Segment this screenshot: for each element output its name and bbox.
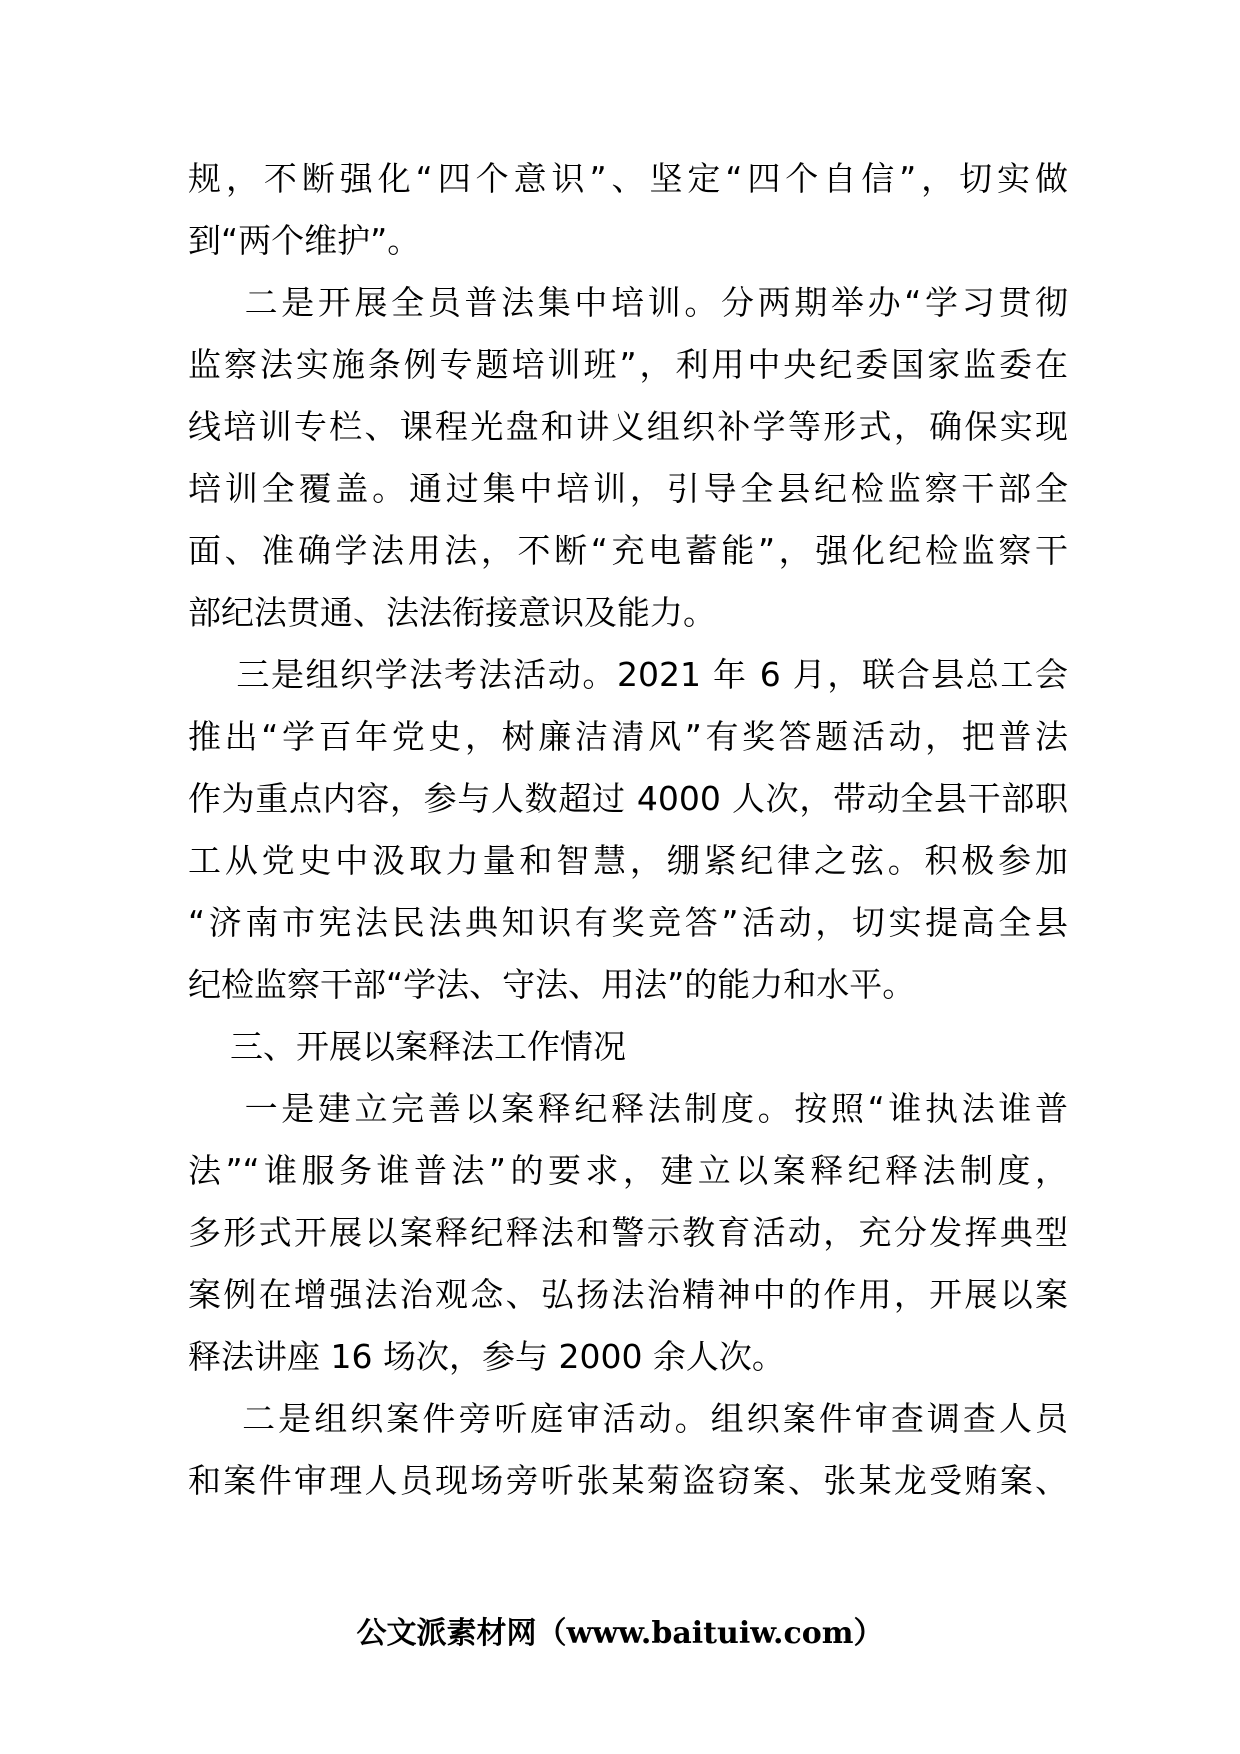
page-footer-source: 公文派素材网（www.baituiw.com） [356,1616,884,1651]
body-line: 三是组织学法考法活动。2021 年 6 月，联合县总工会 [188,655,1068,694]
body-line: 工从党史中汲取力量和智慧，绷紧纪律之弦。积极参加 [188,841,1068,880]
body-line: 一是建立完善以案释纪释法制度。按照“谁执法谁普 [188,1089,1068,1128]
body-line: 面、准确学法用法，不断“充电蓄能”，强化纪检监察干 [188,531,1068,570]
body-line: 案例在增强法治观念、弘扬法治精神中的作用，开展以案 [188,1275,1068,1314]
body-line: 多形式开展以案释纪释法和警示教育活动，充分发挥典型 [188,1213,1068,1252]
body-line: 监察法实施条例专题培训班”，利用中央纪委国家监委在 [188,345,1068,384]
body-line: 规，不断强化“四个意识”、坚定“四个自信”，切实做 [188,159,1068,198]
body-line: 推出“学百年党史，树廉洁清风”有奖答题活动，把普法 [188,717,1068,756]
body-line: 二是开展全员普法集中培训。分两期举办“学习贯彻 [188,283,1068,322]
body-line: 线培训专栏、课程光盘和讲义组织补学等形式，确保实现 [188,407,1068,446]
body-line: “济南市宪法民法典知识有奖竞答”活动，切实提高全县 [188,903,1068,942]
body-line: 作为重点内容，参与人数超过 4000 人次，带动全县干部职 [188,779,1068,818]
body-line: 部纪法贯通、法法衔接意识及能力。 [188,593,716,632]
body-line: 和案件审理人员现场旁听张某菊盗窃案、张某龙受贿案、 [188,1461,1068,1500]
body-line: 到“两个维护”。 [188,221,421,260]
body-line: 纪检监察干部“学法、守法、用法”的能力和水平。 [188,965,916,1004]
section-heading: 三、开展以案释法工作情况 [188,1027,626,1066]
body-line: 法”“谁服务谁普法”的要求，建立以案释纪释法制度， [188,1151,1068,1190]
body-line: 二是组织案件旁听庭审活动。组织案件审查调查人员 [188,1399,1068,1438]
body-line: 培训全覆盖。通过集中培训，引导全县纪检监察干部全 [188,469,1068,508]
body-line: 释法讲座 16 场次，参与 2000 余人次。 [188,1337,785,1376]
